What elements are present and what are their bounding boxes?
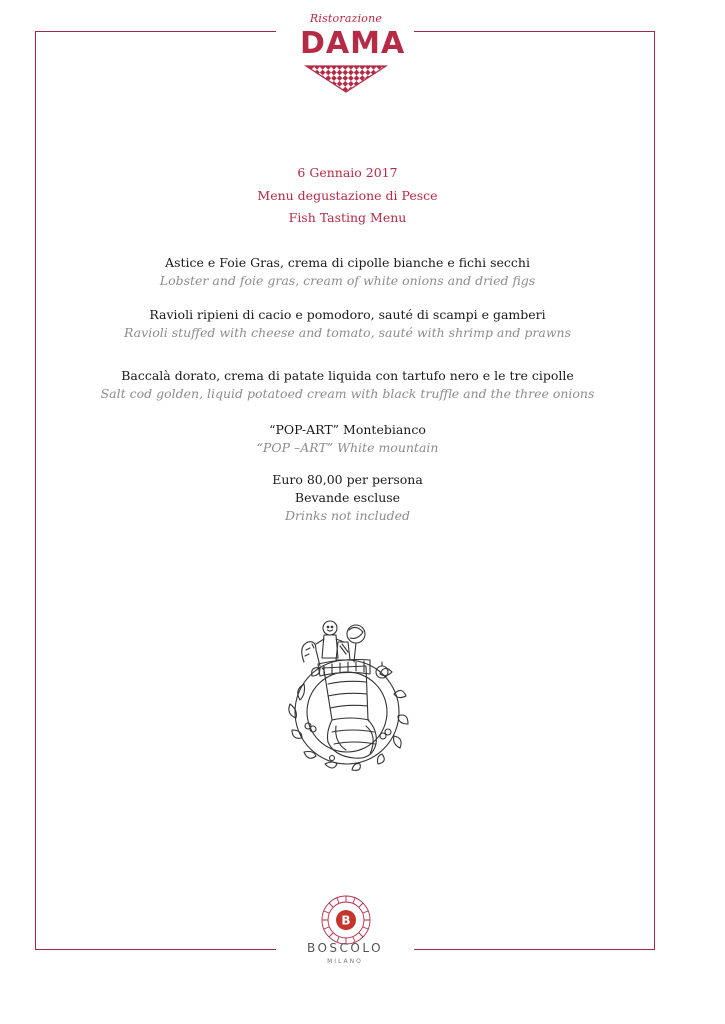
course-name-en: Salt cod golden, liquid potatoed cream with black truffle and the three onions [100,386,595,401]
price-block [0,471,695,525]
menu-header [0,162,695,230]
menu-title-en: Fish Tasting Menu [288,210,407,225]
menu-title-it: Menu degustazione di Pesce [257,187,438,203]
boscolo-brand-name: BOSCOLO [306,941,384,955]
logo-wordmark: DAMA [300,26,406,61]
dama-logo [300,12,406,92]
course-item [0,306,695,342]
menu-date: 6 Gennaio 2017 [297,165,398,180]
boscolo-brand-city: MILANO [327,958,363,965]
checkerboard-triangle-icon [300,64,392,94]
drinks-note-en: Drinks not included [284,508,411,523]
boscolo-sunburst-emblem-icon [320,894,372,946]
christmas-stocking-wreath-icon [282,608,412,774]
price-label: Euro 80,00 per persona [272,472,423,487]
logo-script-label: Ristorazione [309,12,383,25]
course-name-en: Ravioli stuffed with cheese and tomato, sauté with shrimp and prawns [123,325,572,340]
course-item [0,367,695,403]
emblem-letter: B [341,913,351,928]
course-name-en: “POP –ART” White mountain [256,440,439,455]
course-name-it: Ravioli ripieni di cacio e pomodoro, sauté di scampi e gamberi [149,307,546,322]
drinks-note-it: Bevande escluse [294,490,401,505]
course-item [0,421,695,457]
course-name-it: “POP-ART” Montebianco [269,422,426,437]
course-name-it: Astice e Foie Gras, crema di cipolle bianche e fichi secchi [165,255,530,270]
course-item [0,254,695,290]
course-name-en: Lobster and foie gras, cream of white onions and dried figs [159,273,536,288]
course-name-it: Baccalà dorato, crema di patate liquida con tartufo nero e le tre cipolle [121,368,574,383]
